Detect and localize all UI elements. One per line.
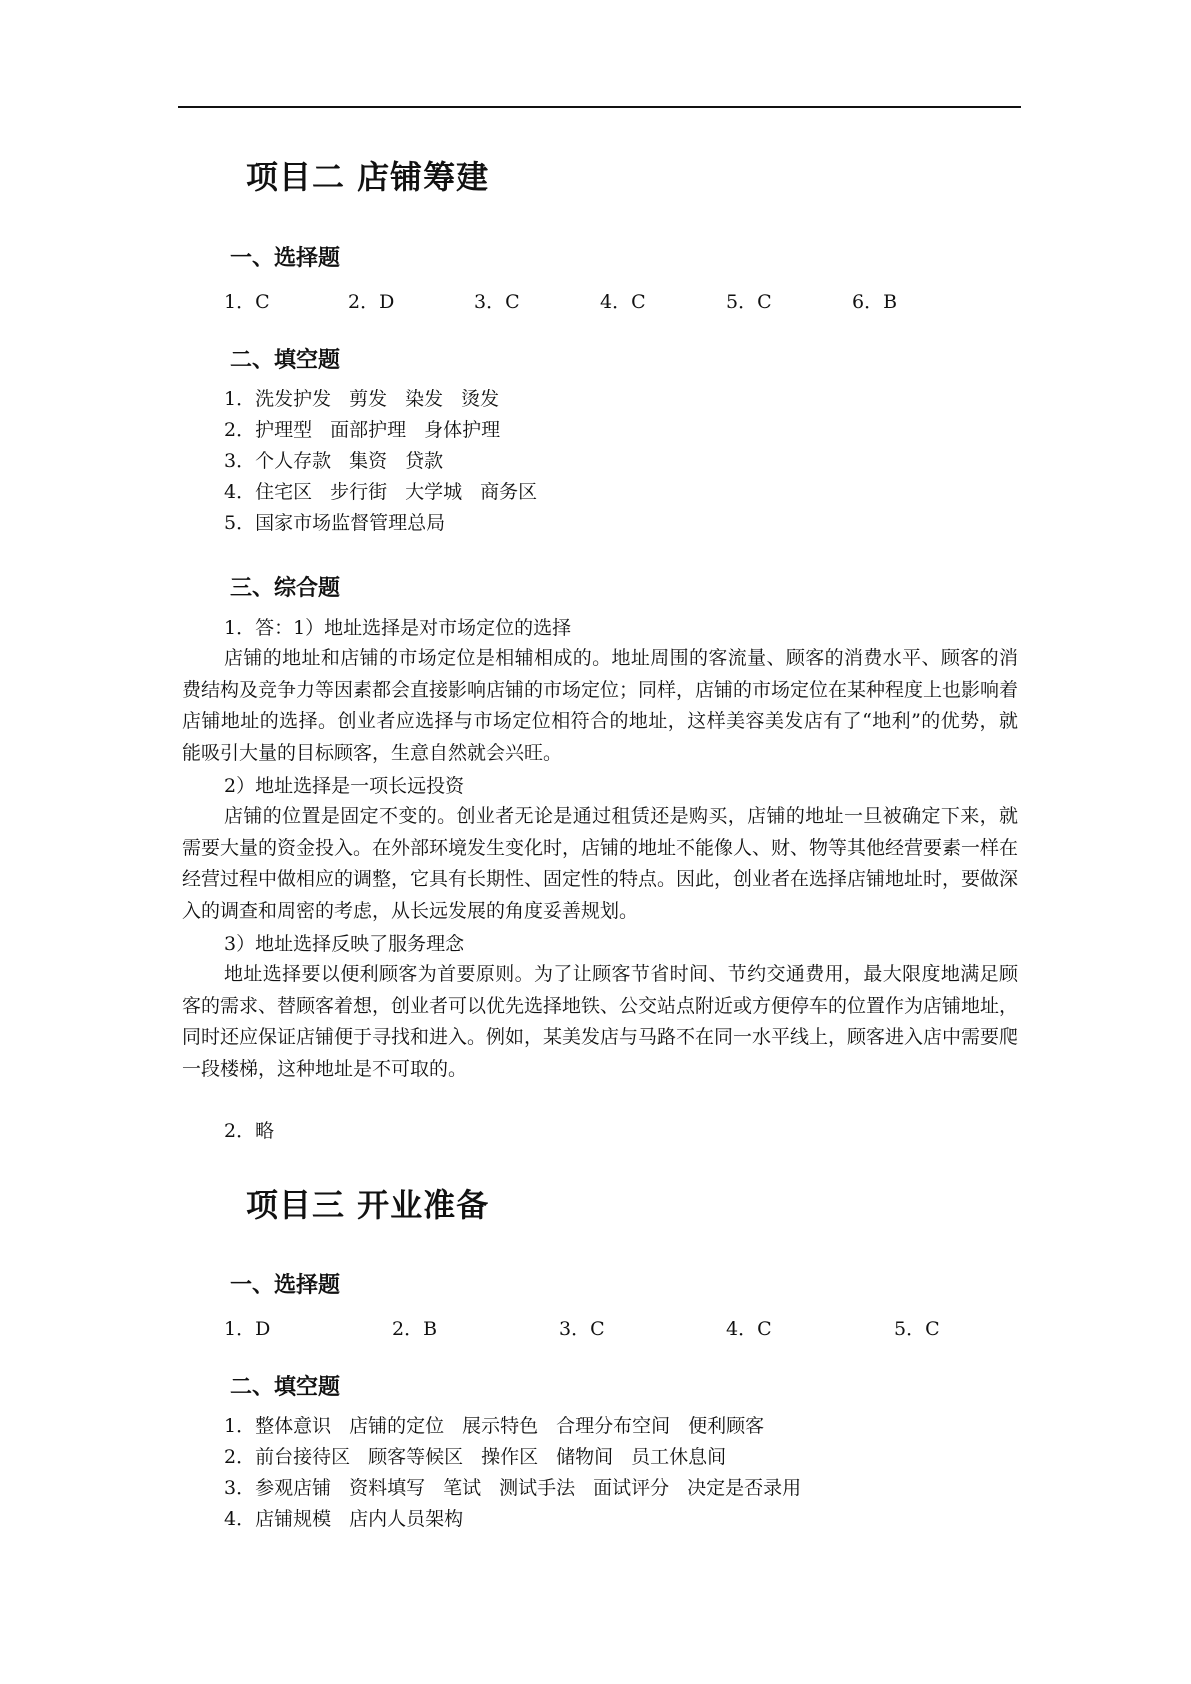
choice-answer: 3．C (474, 291, 520, 313)
fill-answer-line: 1．整体意识 店铺的定位 展示特色 合理分布空间 便利顾客 (224, 1415, 765, 1437)
choice-answer: 5．C (726, 291, 772, 313)
fill-answer-line: 3．个人存款 集资 贷款 (224, 450, 444, 472)
answer-paragraph-1: 店铺的地址和店铺的市场定位是相辅相成的。地址周围的客流量、顾客的消费水平、顾客的消费结构及竞争力等因素都会直接影响店铺的市场定位；同样，店铺的市场定位在某种程度上也影响着店铺地址的选择。创业者应选择与市场定位相符合的地址，这样美容美发店有了“地利”的优势，就能吸引大量的目标顾客，生意自然就会兴旺。 (182, 647, 1019, 764)
answer-heading-3: 3）地址选择反映了服务理念 (224, 933, 465, 955)
fill-answer-line: 4．住宅区 步行街 大学城 商务区 (224, 481, 538, 503)
fill-answer-line: 5．国家市场监督管理总局 (224, 512, 446, 534)
choice-answer: 4．C (726, 1318, 772, 1340)
answer-paragraph-3: 地址选择要以便利顾客为首要原则。为了让顾客节省时间、节约交通费用，最大限度地满足顾客的需求、替顾客着想，创业者可以优先选择地铁、公交站点附近或方便停车的位置作为店铺地址，同时还应保证店铺便于寻找和进入。例如，某美发店与马路不在同一水平线上，顾客进入店中需要爬一段楼梯，这种地址是不可取的。 (182, 963, 1019, 1080)
project2-section-choice-title: 一、选择题 (230, 245, 341, 271)
choice-answer: 2．B (392, 1318, 438, 1340)
answer-paragraph-2: 店铺的位置是固定不变的。创业者无论是通过租赁还是购买，店铺的地址一旦被确定下来，就需要大量的资金投入。在外部环境发生变化时，店铺的地址不能像人、财、物等其他经营要素一样在经营过程中做相应的调整，它具有长期性、固定性的特点。因此，创业者在选择店铺地址时，要做深入的调查和周密的考虑，从长远发展的角度妥善规划。 (182, 805, 1019, 922)
choice-answer: 1．C (224, 291, 270, 313)
project2-title: 项目二 店铺筹建 (246, 158, 490, 196)
answer-question-2: 2．略 (224, 1120, 275, 1142)
choice-answer: 2．D (348, 291, 395, 313)
project3-section-fill-title: 二、填空题 (230, 1374, 341, 1400)
answer-heading-2: 2）地址选择是一项长远投资 (224, 775, 465, 797)
answer-heading-1: 1．答：1）地址选择是对市场定位的选择 (224, 617, 572, 639)
choice-answer: 1．D (224, 1318, 271, 1340)
fill-answer-line: 2．前台接待区 顾客等候区 操作区 储物间 员工休息间 (224, 1446, 727, 1468)
choice-answer: 4．C (600, 291, 646, 313)
header-rule (178, 106, 1021, 108)
choice-answer: 3．C (559, 1318, 605, 1340)
fill-answer-line: 2．护理型 面部护理 身体护理 (224, 419, 501, 441)
choice-answer: 6．B (852, 291, 898, 313)
fill-answer-line: 4．店铺规模 店内人员架构 (224, 1508, 464, 1530)
project3-title: 项目三 开业准备 (246, 1186, 490, 1224)
fill-answer-line: 3．参观店铺 资料填写 笔试 测试手法 面试评分 决定是否录用 (224, 1477, 802, 1499)
project2-section-comprehensive-title: 三、综合题 (230, 575, 341, 601)
choice-answer: 5．C (894, 1318, 940, 1340)
project2-section-fill-title: 二、填空题 (230, 347, 341, 373)
project3-section-choice-title: 一、选择题 (230, 1272, 341, 1298)
fill-answer-line: 1．洗发护发 剪发 染发 烫发 (224, 388, 500, 410)
